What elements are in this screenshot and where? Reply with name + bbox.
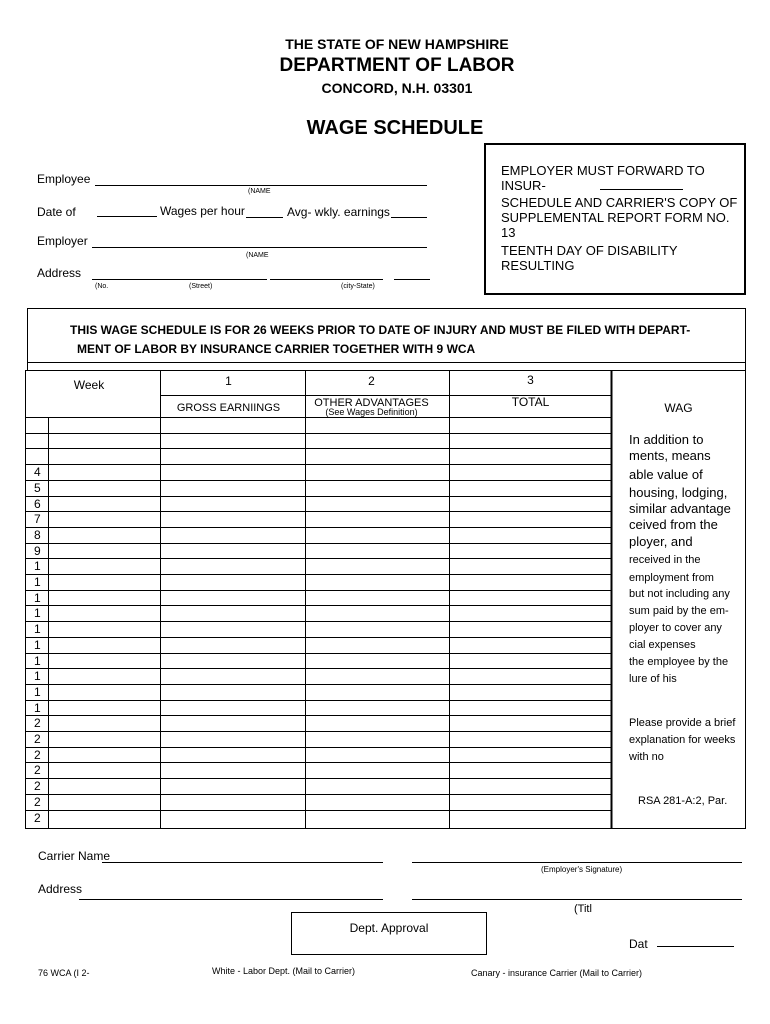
other-advantages-header: OTHER ADVANTAGES (314, 397, 429, 409)
title-field[interactable] (412, 899, 742, 900)
gross-earnings-header: GROSS EARNIINGS (176, 402, 281, 414)
definition-line: received in the (629, 554, 701, 566)
week-number: 2 (34, 716, 41, 731)
definition-line: ployer to cover any (629, 622, 722, 634)
week-number: 1 (34, 575, 41, 589)
carrier-address-label: Address (38, 882, 83, 896)
week-number: 1 (34, 559, 41, 574)
week-number: 2 (34, 779, 41, 794)
instruction-line-2: MENT OF LABOR BY INSURANCE CARRIER TOGETHER WITH 9 WCA (77, 342, 476, 356)
week-number: 2 (34, 794, 41, 809)
notice-line-4: SUPPLEMENTAL REPORT FORM NO. (501, 210, 730, 225)
definition-line: ployer, and (629, 534, 693, 549)
notice-line-3: SCHEDULE AND CARRIER'S COPY OF (501, 195, 738, 210)
instruction-line-1: THIS WAGE SCHEDULE IS FOR 26 WEEKS PRIOR TO DATE OF INJURY AND MUST BE FILED WITH DEPART- (70, 323, 691, 337)
definition-line: sum paid by the em- (629, 605, 729, 617)
week-number: 1 (34, 622, 41, 637)
week-number: 5 (34, 480, 41, 495)
carrier-address-field[interactable] (79, 899, 383, 900)
avg-weekly-label: Avg- wkly. earnings (287, 205, 390, 219)
definition-line: ceived from the (629, 517, 718, 532)
definition-line: In addition to (629, 432, 704, 447)
week-number: 2 (34, 763, 41, 778)
definition-header: WAG (664, 401, 693, 415)
explanation-line: Please provide a brief (629, 717, 736, 729)
canary-copy-note: Canary - insurance Carrier (Mail to Carrier) (471, 968, 643, 978)
employer-name-hint: (NAME (246, 252, 269, 259)
date-field[interactable] (657, 946, 734, 947)
definition-line: able value of (629, 467, 703, 482)
wages-per-hour-label: Wages per hour (160, 204, 245, 218)
week-number: 1 (34, 590, 41, 605)
notice-line-7: RESULTING (501, 258, 575, 273)
week-number: 1 (34, 684, 41, 699)
definition-line: lure of his (629, 673, 677, 685)
employee-name-hint: (NAME (248, 188, 271, 195)
wages-definition-note: (See Wages Definition) (325, 407, 418, 417)
week-number: 2 (34, 810, 41, 825)
number-hint: (No. (95, 283, 109, 290)
week-number: 1 (34, 606, 41, 621)
employer-signature-hint: (Employer's Signature) (541, 865, 623, 874)
week-number: 1 (34, 653, 41, 668)
week-number: 6 (34, 496, 41, 511)
date-of-label: Date of (37, 205, 76, 219)
week-number: 2 (34, 732, 41, 746)
city-state-hint: (city-State) (341, 283, 375, 290)
carrier-name-field[interactable] (102, 862, 383, 863)
column-3-number: 3 (527, 373, 534, 387)
definition-line: ments, means (629, 448, 711, 463)
week-number: 9 (34, 543, 41, 558)
week-number: 1 (34, 669, 41, 684)
date-label: Dat (629, 937, 648, 951)
notice-line-5: 13 (501, 225, 516, 240)
week-number: 7 (34, 512, 41, 527)
notice-line-1: EMPLOYER MUST FORWARD TO (501, 163, 705, 178)
employer-label: Employer (37, 234, 88, 248)
column-1-number: 1 (225, 374, 232, 388)
dept-approval-label: Dept. Approval (349, 921, 429, 935)
definition-line: employment from (629, 572, 714, 584)
explanation-line: explanation for weeks (629, 734, 736, 746)
total-header: TOTAL (511, 395, 550, 409)
definition-line: housing, lodging, (629, 485, 728, 500)
title-hint: (Titl (574, 903, 592, 915)
employee-label: Employee (37, 172, 91, 186)
street-hint: (Street) (189, 283, 213, 290)
definition-line: but not including any (629, 588, 730, 600)
notice-line-6: TEENTH DAY OF DISABILITY (501, 243, 678, 258)
definition-line: cial expenses (629, 639, 696, 651)
notice-line-2: INSUR- (501, 178, 546, 193)
week-number: 1 (34, 700, 41, 715)
week-number: 8 (34, 527, 41, 542)
week-number: 2 (34, 747, 41, 762)
carrier-name-label: Carrier Name (38, 849, 111, 863)
state-name: THE STATE OF NEW HAMPSHIRE (285, 36, 509, 52)
department-name: DEPARTMENT OF LABOR (279, 55, 515, 76)
address-label: Address (37, 266, 82, 280)
explanation-line: with no (629, 751, 664, 763)
page-title: WAGE SCHEDULE (306, 117, 484, 139)
definition-line: the employee by the (629, 656, 729, 668)
column-2-number: 2 (368, 374, 375, 388)
employer-signature-field[interactable] (412, 862, 742, 863)
week-number: 4 (34, 465, 41, 480)
form-number: 76 WCA (I 2- (38, 968, 90, 978)
definition-line: similar advantage (629, 501, 731, 516)
white-copy-note: White - Labor Dept. (Mail to Carrier) (212, 966, 356, 976)
rsa-reference: RSA 281-A:2, Par. (638, 795, 728, 807)
week-header: Week (73, 378, 105, 392)
week-number: 1 (34, 637, 41, 652)
city-address: CONCORD, N.H. 03301 (321, 80, 473, 96)
